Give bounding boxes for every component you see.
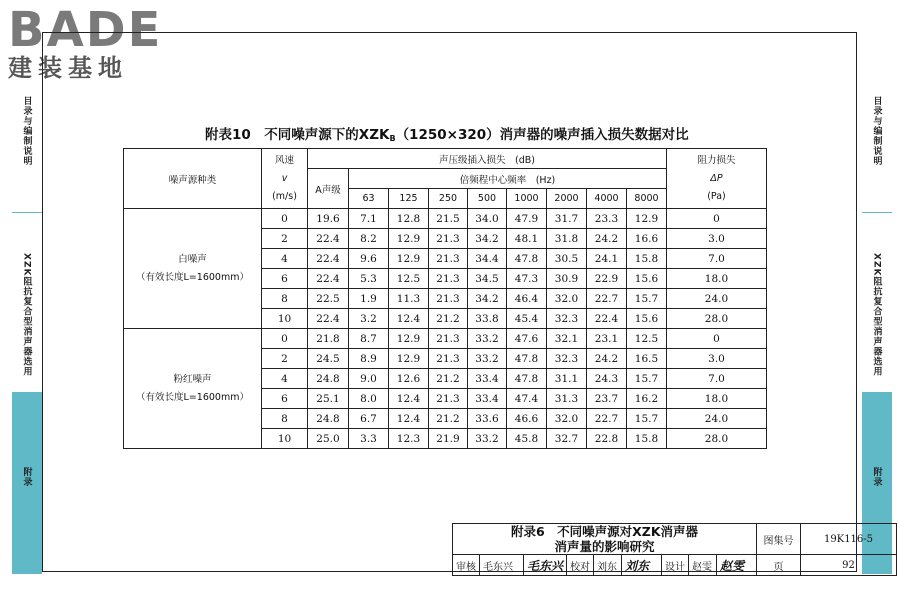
resistance-cell: 24.0 [667,289,767,309]
value-cell: 31.8 [547,229,587,249]
value-cell: 12.3 [389,429,429,449]
wind-speed-cell: 6 [262,269,308,289]
value-cell: 45.4 [507,309,547,329]
value-cell: 22.4 [587,309,627,329]
drawing-title-line2: 消声量的影响研究 [554,539,655,554]
resistance-cell: 24.0 [667,409,767,429]
value-cell: 24.5 [308,349,349,369]
noise-source-cell [124,329,262,449]
value-cell: 7.1 [349,209,389,229]
noise-source-note: （有效长度L=1600mm） [136,271,249,283]
page-number: 92 [801,555,897,576]
value-cell: 33.8 [468,309,507,329]
value-cell: 12.9 [389,249,429,269]
value-cell: 22.7 [587,409,627,429]
value-cell: 32.3 [547,309,587,329]
caption-subscript: B [389,134,396,143]
wind-speed-cell: 8 [262,289,308,309]
resistance-cell: 18.0 [667,269,767,289]
value-cell: 21.2 [429,309,468,329]
value-cell: 47.4 [507,389,547,409]
value-cell: 31.7 [547,209,587,229]
header-freq: 2000 [547,189,587,209]
header-freq: 250 [429,189,468,209]
value-cell: 22.4 [308,249,349,269]
logo-subtitle: 建装基地 [8,54,128,82]
value-cell: 24.1 [587,249,627,269]
value-cell: 22.8 [587,429,627,449]
wind-speed-cell: 8 [262,409,308,429]
wind-speed-cell: 2 [262,229,308,249]
value-cell: 25.1 [308,389,349,409]
value-cell: 33.2 [468,429,507,449]
atlas-number: 19K116-5 [801,524,897,555]
value-cell: 9.6 [349,249,389,269]
wind-speed-cell: 4 [262,369,308,389]
title-block [452,523,897,576]
value-cell: 12.5 [627,329,667,349]
value-cell: 46.6 [507,409,547,429]
value-cell: 22.9 [587,269,627,289]
value-cell: 24.8 [308,409,349,429]
value-cell: 33.4 [468,369,507,389]
insertion-loss-table [123,148,767,449]
header-freq: 63 [349,189,389,209]
value-cell: 32.0 [547,289,587,309]
header-source: 噪声源种类 [124,149,262,209]
value-cell: 33.6 [468,409,507,429]
value-cell: 21.2 [429,409,468,429]
wind-speed-cell: 2 [262,349,308,369]
value-cell: 33.2 [468,349,507,369]
left-tab-appendix[interactable] [12,392,42,574]
value-cell: 12.6 [389,369,429,389]
value-cell: 19.6 [308,209,349,229]
value-cell: 30.5 [547,249,587,269]
right-tab-contents[interactable] [862,90,892,210]
designer-name: 赵雯 [689,555,717,576]
value-cell: 1.9 [349,289,389,309]
page-label: 页 [757,555,801,576]
value-cell: 12.9 [389,329,429,349]
header-freq: 1000 [507,189,547,209]
value-cell: 32.3 [547,349,587,369]
header-delta-p: ΔP [710,172,723,184]
value-cell: 46.4 [507,289,547,309]
value-cell: 47.6 [507,329,547,349]
value-cell: 6.7 [349,409,389,429]
wind-speed-cell: 4 [262,249,308,269]
left-tab-contents-label: 目录与编制说明 [21,96,32,166]
designer-signature: 赵雯 [717,555,757,576]
value-cell: 22.4 [308,309,349,329]
value-cell: 8.7 [349,329,389,349]
noise-source-name: 白噪声 [178,253,207,265]
resistance-cell: 0 [667,329,767,349]
drawing-title-line1: 附录6 不同噪声源对XZK消声器 [510,524,699,539]
value-cell: 47.8 [507,369,547,389]
header-freq: 125 [389,189,429,209]
header-resistance-label: 阻力损失 [697,154,736,166]
table-row [124,329,767,349]
value-cell: 23.3 [587,209,627,229]
header-freq: 4000 [587,189,627,209]
header-resistance [667,149,767,209]
atlas-label: 图集号 [757,524,801,555]
value-cell: 8.9 [349,349,389,369]
value-cell: 47.8 [507,249,547,269]
design-label: 设计 [662,555,689,576]
value-cell: 22.4 [308,229,349,249]
value-cell: 12.4 [389,409,429,429]
value-cell: 47.3 [507,269,547,289]
table-row [124,209,767,229]
drawing-title [453,524,757,555]
value-cell: 23.7 [587,389,627,409]
value-cell: 34.2 [468,229,507,249]
header-freq: 500 [468,189,507,209]
value-cell: 34.0 [468,209,507,229]
table-body [124,209,767,449]
value-cell: 21.3 [429,349,468,369]
value-cell: 34.2 [468,289,507,309]
review-label: 审核 [453,555,480,576]
value-cell: 47.8 [507,349,547,369]
value-cell: 21.9 [429,429,468,449]
value-cell: 12.9 [389,229,429,249]
resistance-cell: 7.0 [667,249,767,269]
checker-name: 刘东 [594,555,622,576]
value-cell: 8.0 [349,389,389,409]
value-cell: 12.4 [389,389,429,409]
value-cell: 3.3 [349,429,389,449]
resistance-cell: 3.0 [667,229,767,249]
value-cell: 21.8 [308,329,349,349]
value-cell: 22.7 [587,289,627,309]
value-cell: 21.3 [429,329,468,349]
value-cell: 15.6 [627,269,667,289]
header-pa-unit: (Pa) [707,190,726,202]
resistance-cell: 18.0 [667,389,767,409]
value-cell: 24.3 [587,369,627,389]
value-cell: 31.1 [547,369,587,389]
resistance-cell: 3.0 [667,349,767,369]
value-cell: 12.8 [389,209,429,229]
value-cell: 12.5 [389,269,429,289]
logo-mark: BADE [8,2,163,58]
header-wind-label: 风速 [274,154,294,166]
value-cell: 32.0 [547,409,587,429]
value-cell: 3.2 [349,309,389,329]
value-cell: 15.6 [627,309,667,329]
value-cell: 15.7 [627,289,667,309]
value-cell: 34.4 [468,249,507,269]
value-cell: 16.6 [627,229,667,249]
value-cell: 21.2 [429,369,468,389]
left-tab-selection[interactable] [12,212,42,391]
header-wind [262,149,308,209]
noise-source-cell [124,209,262,329]
caption-prefix: 附表10 不同噪声源下的XZK [205,127,390,143]
wind-speed-cell: 0 [262,329,308,349]
header-freq: 8000 [627,189,667,209]
resistance-cell: 28.0 [667,429,767,449]
right-tab-contents-label: 目录与编制说明 [871,96,882,166]
resistance-cell: 28.0 [667,309,767,329]
value-cell: 16.2 [627,389,667,409]
value-cell: 16.5 [627,349,667,369]
value-cell: 5.3 [349,269,389,289]
value-cell: 30.9 [547,269,587,289]
value-cell: 12.9 [627,209,667,229]
value-cell: 21.3 [429,289,468,309]
value-cell: 15.8 [627,429,667,449]
reviewer-signature: 毛东兴 [524,555,567,576]
value-cell: 21.3 [429,249,468,269]
value-cell: 24.8 [308,369,349,389]
value-cell: 12.4 [389,309,429,329]
table-caption [205,123,689,143]
noise-source-name: 粉红噪声 [173,373,212,385]
value-cell: 15.7 [627,409,667,429]
right-tab-appendix-label: 附录 [871,467,882,487]
value-cell: 22.5 [308,289,349,309]
resistance-cell: 0 [667,209,767,229]
header-a-weighted: A声级 [308,169,349,209]
value-cell: 15.8 [627,249,667,269]
value-cell: 32.7 [547,429,587,449]
header-insertion-loss: 声压级插入损失 (dB) [308,149,667,169]
value-cell: 21.3 [429,269,468,289]
header-wind-var: v [281,172,288,184]
value-cell: 24.2 [587,349,627,369]
value-cell: 33.4 [468,389,507,409]
value-cell: 23.1 [587,329,627,349]
value-cell: 21.5 [429,209,468,229]
reviewer-name: 毛东兴 [480,555,524,576]
value-cell: 21.3 [429,229,468,249]
noise-source-note: （有效长度L=1600mm） [136,391,249,403]
right-tab-selection-label: XZK阻抗复合型消声器选用 [871,253,882,377]
caption-suffix: （1250×320）消声器的噪声插入损失数据对比 [395,127,689,143]
wind-speed-cell: 6 [262,389,308,409]
wind-speed-cell: 10 [262,309,308,329]
right-tab-selection[interactable] [862,212,892,391]
value-cell: 8.2 [349,229,389,249]
value-cell: 32.1 [547,329,587,349]
value-cell: 45.8 [507,429,547,449]
header-octave: 倍频程中心频率 (Hz) [349,169,667,189]
check-label: 校对 [567,555,594,576]
value-cell: 9.0 [349,369,389,389]
resistance-cell: 7.0 [667,369,767,389]
value-cell: 25.0 [308,429,349,449]
left-tab-appendix-label: 附录 [21,467,32,487]
wind-speed-cell: 10 [262,429,308,449]
value-cell: 21.3 [429,389,468,409]
value-cell: 12.9 [389,349,429,369]
left-tab-contents[interactable] [12,90,42,210]
value-cell: 47.9 [507,209,547,229]
value-cell: 15.7 [627,369,667,389]
value-cell: 31.3 [547,389,587,409]
value-cell: 48.1 [507,229,547,249]
value-cell: 34.5 [468,269,507,289]
left-tab-selection-label: XZK阻抗复合型消声器选用 [21,253,32,377]
value-cell: 11.3 [389,289,429,309]
checker-signature: 刘东 [622,555,662,576]
value-cell: 22.4 [308,269,349,289]
value-cell: 33.2 [468,329,507,349]
header-wind-unit: (m/s) [272,190,297,202]
value-cell: 24.2 [587,229,627,249]
wind-speed-cell: 0 [262,209,308,229]
